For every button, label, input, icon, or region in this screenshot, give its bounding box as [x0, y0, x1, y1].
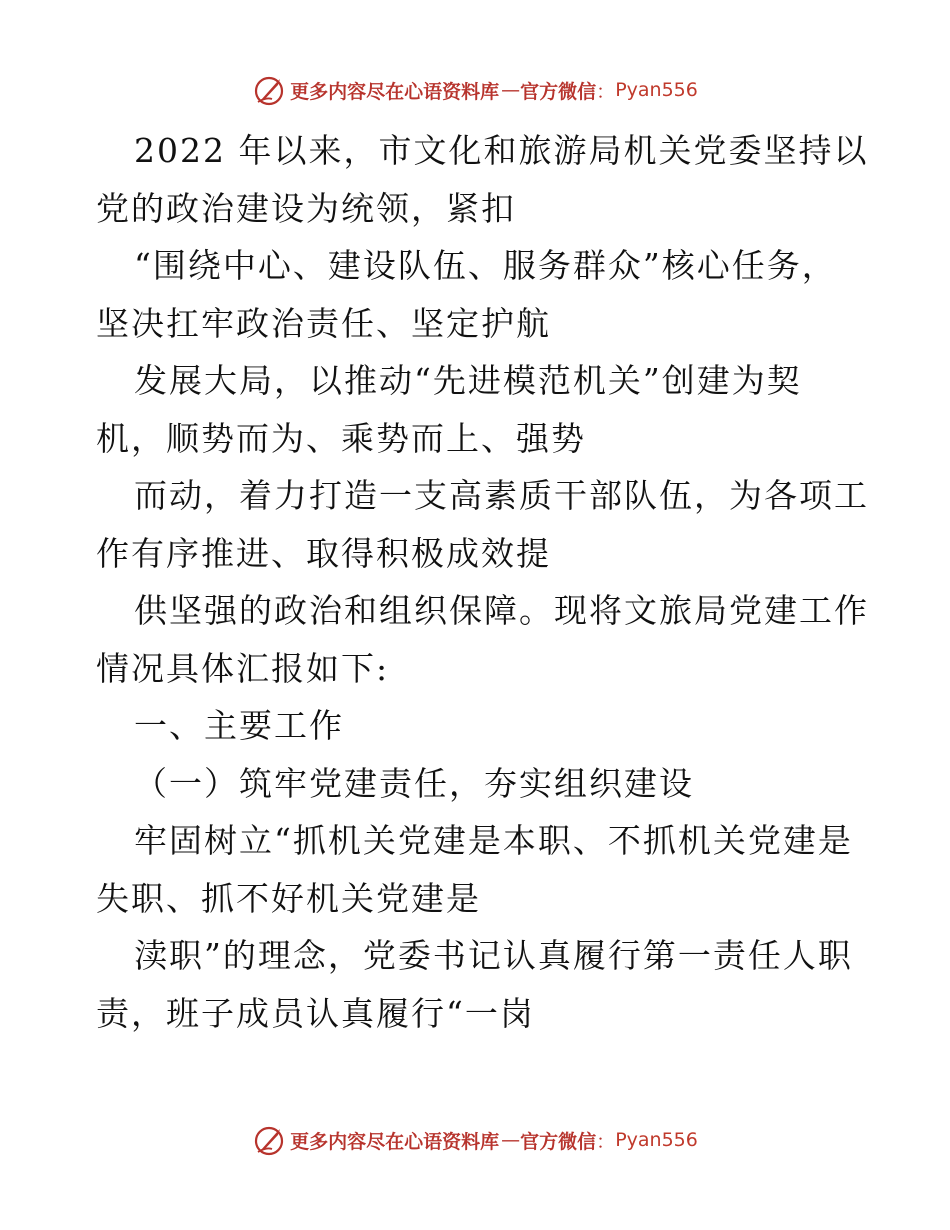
- watermark-account: Pyan556: [615, 1129, 698, 1151]
- header-watermark: [0, 70, 950, 110]
- body-line: 作有序推进、取得积极成效提: [96, 533, 551, 573]
- watermark-main-text: 更多内容尽在心语资料库: [290, 1130, 500, 1153]
- quill-pen-seal-icon: [252, 1123, 286, 1157]
- watermark-sub-text: 官方微信: [520, 80, 597, 103]
- body-line: 坚决扛牢政治责任、坚定护航: [96, 303, 551, 343]
- footer-watermark: [0, 1120, 950, 1160]
- body-line: 牢固树立“抓机关党建是本职、不抓机关党建是: [134, 821, 853, 860]
- watermark-sub-text: 官方微信: [520, 1130, 597, 1153]
- watermark-colon: ：: [596, 80, 616, 103]
- body-line: “围绕中心、建设队伍、服务群众”核心任务，: [134, 246, 837, 285]
- watermark-colon: ：: [596, 1130, 616, 1153]
- body-line: 机，顺势而为、乘势而上、强势: [96, 418, 586, 458]
- body-line: 渎职”的理念，党委书记认真履行第一责任人职: [134, 936, 853, 975]
- section-heading: 一、主要工作: [134, 706, 344, 745]
- watermark-main-text: 更多内容尽在心语资料库: [290, 80, 500, 103]
- body-line: 2022 年以来，市文化和旅游局机关党委坚持以: [134, 131, 869, 170]
- quill-pen-seal-icon: [252, 73, 286, 107]
- watermark-separator: —: [501, 79, 519, 101]
- watermark-account: Pyan556: [615, 79, 698, 101]
- body-line: 党的政治建设为统领，紧扣: [96, 188, 516, 228]
- subsection-heading: （一）筑牢党建责任，夯实组织建设: [134, 763, 694, 803]
- body-line: 情况具体汇报如下:: [96, 648, 390, 688]
- body-line: 供坚强的政治和组织保障。现将文旅局党建工作: [134, 591, 869, 630]
- watermark-separator: —: [501, 1129, 519, 1151]
- document-body: [96, 122, 869, 1042]
- body-line: 责，班子成员认真履行“一岗: [96, 993, 535, 1033]
- body-line: 发展大局，以推动“先进模范机关”创建为契: [134, 361, 802, 400]
- body-line: 失职、抓不好机关党建是: [96, 878, 481, 918]
- body-line: 而动，着力打造一支高素质干部队伍，为各项工: [134, 476, 869, 515]
